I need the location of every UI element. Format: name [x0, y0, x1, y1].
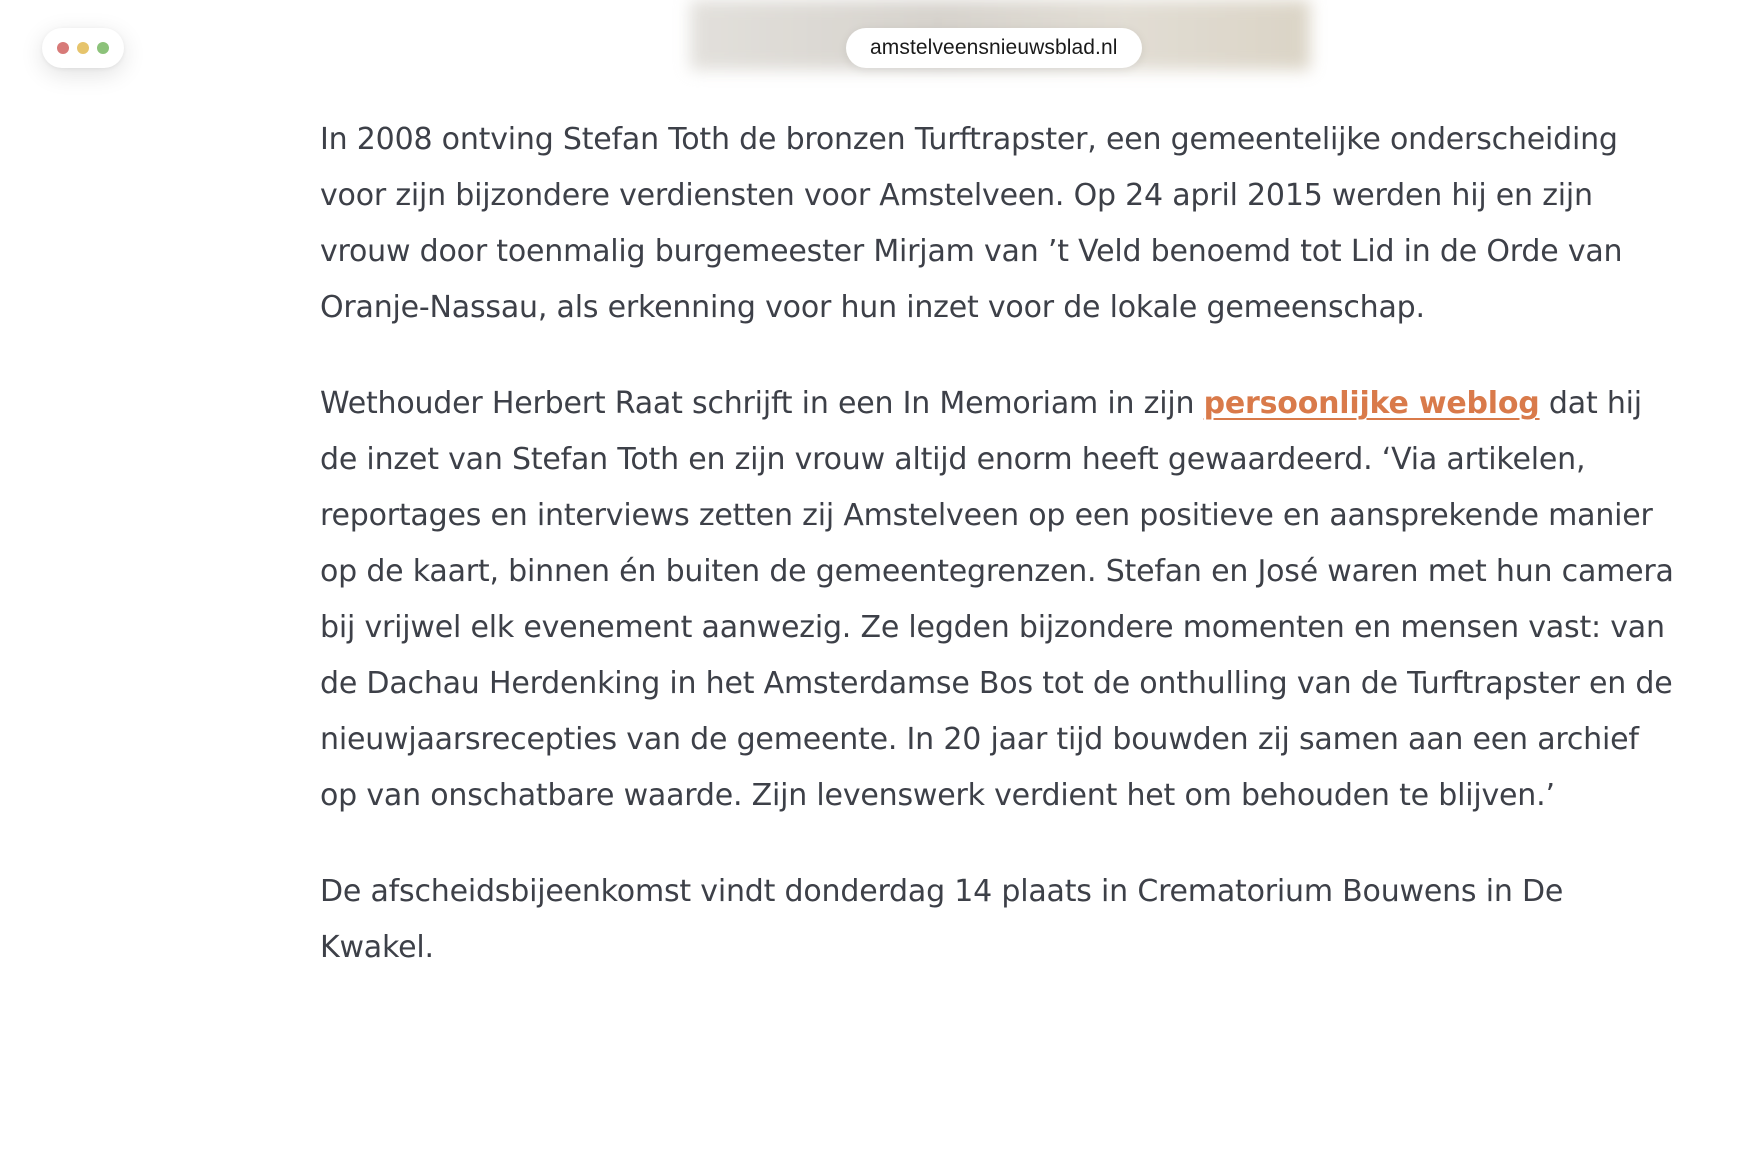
close-window-icon[interactable]	[57, 42, 69, 54]
url-text: amstelveensnieuwsblad.nl	[870, 36, 1118, 59]
paragraph-awards: In 2008 ontving Stefan Toth de bronzen Turftrapster, een gemeentelijke onderscheiding voor zijn bijzondere verdiensten voor Amstelveen. Op 24 april 2015 werden hij en zijn vrouw door toenmalig burgemeester Mirjam van ’t Veld benoemd tot Lid in de Orde van Oranje-Nassau, als erkenning voor hun inzet voor de lokale gemeenschap.	[320, 122, 1623, 325]
paragraph-text-before-link: Wethouder Herbert Raat schrijft in een In Memoriam in zijn	[320, 386, 1204, 421]
window-controls	[42, 28, 124, 68]
article-body	[320, 112, 1680, 1016]
paragraph-text-after-link: dat hij de inzet van Stefan Toth en zijn vrouw altijd enorm heeft gewaardeerd. ‘Via artikelen, reportages en interviews zetten zij Amstelveen op een positieve en aansprekende manier op de kaart, binnen én buiten de gemeentegrenzen. Stefan en José waren met hun camera bij vrijwel elk evenement aanwezig. Ze legden bijzondere momenten en mensen vast: van de Dachau Herdenking in het Amsterdamse Bos tot de onthulling van de Turftrapster en de nieuwjaarsrecepties van de gemeente. In 20 jaar tijd bouwden zij samen aan een archief op van onschatbare waarde. Zijn levenswerk verdient het om behouden te blijven.’	[320, 386, 1674, 813]
paragraph-in-memoriam	[320, 376, 1680, 824]
maximize-window-icon[interactable]	[97, 42, 109, 54]
persoonlijke-weblog-link[interactable]: persoonlijke weblog	[1203, 386, 1540, 421]
paragraph-farewell: De afscheidsbijeenkomst vindt donderdag 14 plaats in Crematorium Bouwens in De Kwakel.	[320, 874, 1564, 965]
url-bar[interactable]	[846, 28, 1142, 68]
minimize-window-icon[interactable]	[77, 42, 89, 54]
